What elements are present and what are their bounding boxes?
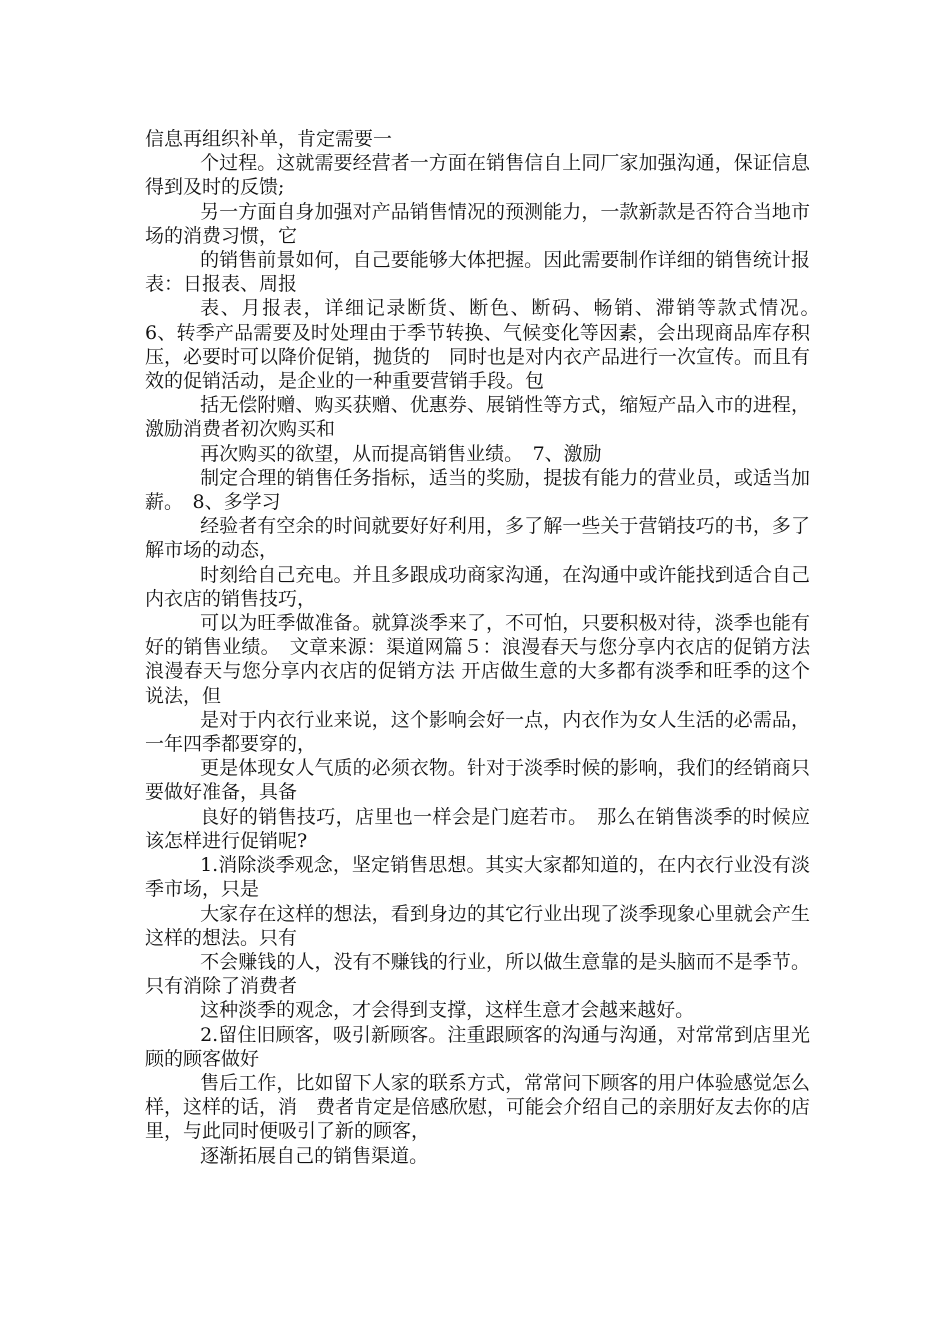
paragraph-21: 逐渐拓展自己的销售渠道。 bbox=[200, 1144, 429, 1167]
paragraph-9: 经验者有空余的时间就要好好利用，多了解一些关于营销技巧的书，多了解市场的动态， bbox=[145, 515, 810, 562]
paragraph-12: 是对于内衣行业来说，这个影响会好一点，内衣作为女人生活的必需品，一年四季都要穿的， bbox=[145, 708, 810, 756]
document-page bbox=[145, 127, 830, 1168]
paragraph-8: 制定合理的销售任务指标，适当的奖励，提拔有能力的营业员，或适当加薪。 8、多学习 bbox=[145, 466, 810, 514]
paragraph-7: 再次购买的欲望，从而提高销售业绩。 7、激励 bbox=[200, 442, 602, 465]
paragraph-20: 售后工作，比如留下人家的联系方式，常常问下顾客的用户体验感觉怎么样，这样的话，消 费者肯定是倍感欣慰，可能会介绍自己的亲朋好友去你的店里，与此同时便吸引了新的顾客， bbox=[145, 1071, 811, 1143]
paragraph-16: 大家存在这样的想法，看到身边的其它行业出现了淡季现象心里就会产生这样的想法。只有 bbox=[145, 902, 810, 949]
paragraph-4: 的销售前景如何，自己要能够大体把握。因此需要制作详细的销售统计报表：日报表、周报 bbox=[145, 249, 810, 296]
paragraph-18: 这种淡季的观念，才会得到支撑，这样生意才会越来越好。 bbox=[200, 999, 695, 1022]
paragraph-6: 括无偿附赠、购买获赠、优惠券、展销性等方式，缩短产品入市的进程，激励消费者初次购买和 bbox=[145, 394, 810, 441]
paragraph-11: 可以为旺季做准备。就算淡季来了，不可怕，只要积极对待，淡季也能有好的销售业绩。 文章来源：渠道网篇５：浪漫春天与您分享内衣店的促销方法 浪漫春天与您分享内衣店的促销方法 开店做生意的大多都有淡季和旺季的这个说法，但 bbox=[145, 612, 810, 707]
paragraph-14: 良好的销售技巧，店里也一样会是门庭若市。 那么在销售淡季的时候应该怎样进行促销呢? bbox=[145, 805, 810, 852]
paragraph-1: 信息再组织补单，肯定需要一 bbox=[145, 128, 393, 150]
paragraph-10: 时刻给自己充电。并且多跟成功商家沟通，在沟通中或许能找到适合自己内衣店的销售技巧， bbox=[145, 563, 810, 610]
paragraph-19: 2.留住旧顾客，吸引新顾客。注重跟顾客的沟通与沟通，对常常到店里光顾的顾客做好 bbox=[145, 1023, 810, 1070]
paragraph-5: 表、月报表，详细记录断货、断色、断码、畅销、滞销等款式情况。 6、转季产品需要及时处理由于季节转换、气候变化等因素，会出现商品库存积压，必要时可以降价促销，抛货的 同时也是对内衣产品进行一次宣传。而且有效的促销活动，是企业的一种重要营销手段。包 bbox=[145, 297, 830, 393]
paragraph-3: 另一方面自身加强对产品销售情况的预测能力，一款新款是否符合当地市场的消费习惯，它 bbox=[145, 200, 810, 247]
paragraph-17: 不会赚钱的人，没有不赚钱的行业，所以做生意靠的是头脑而不是季节。只有消除了消费者 bbox=[145, 950, 810, 998]
paragraph-13: 更是体现女人气质的必须衣物。针对于淡季时候的影响，我们的经销商只要做好准备，具备 bbox=[145, 757, 810, 804]
paragraph-15: 1.消除淡季观念，坚定销售思想。其实大家都知道的，在内衣行业没有淡季市场，只是 bbox=[145, 854, 810, 901]
paragraph-2: 个过程。这就需要经营者一方面在销售信自上同厂家加强沟通，保证信息得到及时的反馈; bbox=[145, 152, 810, 199]
